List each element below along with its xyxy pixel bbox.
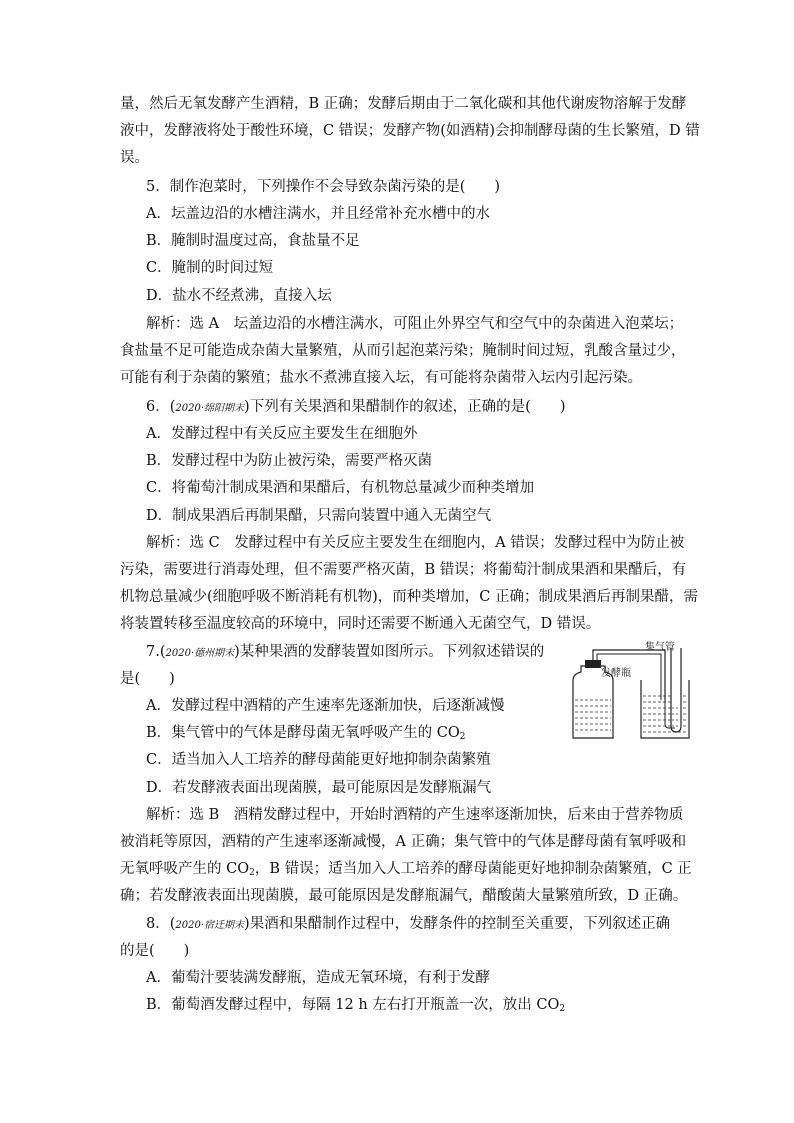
question-6-option-c: C．将葡萄汁制成果酒和果醋后，有机物总量减少而种类增加 (146, 480, 535, 496)
question-8-option-a: A．葡萄汁要装满发酵瓶，造成无氧环境，有利于发酵 (146, 970, 490, 986)
explanation-7: 无氧呼吸产生的 $CO_2$，B 错误；适当加入人工培养的酵母菌能更好地抑制杂菌繁殖，C 正 (120, 861, 692, 878)
source-tag: 2020·德州期末 (165, 648, 235, 659)
question-5-option-b: B．腌制时温度过高，食盐量不足 (146, 233, 360, 249)
question-7: 7.(2020·德州期末)某种果酒的发酵装置如图所示。下列叙述错误的 (146, 644, 545, 660)
fermentation-apparatus-figure (565, 640, 693, 744)
question-6-option-d: D．制成果酒后再制果醋，只需向装置中通入无菌空气 (146, 508, 492, 524)
question-8-option-b: B．葡萄酒发酵过程中，每隔 12 h 左右打开瓶盖一次，放出 $CO_2$ (146, 997, 566, 1014)
explanation-7: 解析：选 B 酒精发酵过程中，开始时酒精的产生速率逐渐加快，后来由于营养物质 (146, 807, 684, 823)
question-7-option-a: A．发酵过程中酒精的产生速率先逐渐加快，后逐渐减慢 (146, 698, 505, 714)
explanation-7: 确；若发酵液表面出现菌膜，最可能原因是发酵瓶漏气，醋酸菌大量繁殖所致，D 正确。 (120, 888, 688, 904)
text-line: 液中，发酵液将处于酸性环境，C 错误；发酵产物(如酒精)会抑制酵母菌的生长繁殖，D 错 (120, 123, 700, 139)
explanation-6: 污染，需要进行消毒处理，但不需要严格灭菌，B 错误；将葡萄汁制成果酒和果醋后，有 (120, 562, 687, 578)
question-7-option-d: D．若发酵液表面出现菌膜，最可能原因是发酵瓶漏气 (146, 780, 492, 796)
text-line: 量，然后无氧发酵产生酒精，B 正确；发酵后期由于二氧化碳和其他代谢废物溶解于发酵 (120, 96, 687, 112)
question-7-option-b: B．集气管中的气体是酵母菌无氧呼吸产生的 $CO_2$ (146, 725, 466, 742)
bottle-label: 发酵瓶 (601, 668, 631, 679)
question-5: 5．制作泡菜时，下列操作不会导致杂菌污染的是( ) (146, 179, 501, 195)
explanation-6: 解析：选 C 发酵过程中有关反应主要发生在细胞内，A 错误；发酵过程中为防止被 (146, 535, 685, 551)
question-6-option-a: A．发酵过程中有关反应主要发生在细胞外 (146, 426, 418, 442)
explanation-5: 可能有利于杂菌的繁殖；盐水不煮沸直接入坛，有可能将杂菌带入坛内引起污染。 (120, 370, 642, 386)
source-tag: 2020·绵阳期末 (175, 403, 245, 414)
question-8: 8．(2020·宿迁期末)果酒和果醋制作过程中，发酵条件的控制至关重要，下列叙述正确 (146, 916, 671, 932)
question-5-option-d: D．盐水不经煮沸，直接入坛 (146, 288, 332, 304)
question-5-option-a: A．坛盖边沿的水槽注满水，并且经常补充水槽中的水 (146, 206, 490, 222)
explanation-5: 食盐量不足可能造成杂菌大量繁殖，从而引起泡菜污染；腌制时间过短，乳酸含量过少， (120, 343, 686, 359)
text-line: 误。 (120, 150, 149, 166)
explanation-6: 将装置转移至温度较高的环境中，同时还需要不断通入无菌空气，D 错误。 (120, 616, 601, 632)
source-tag: 2020·宿迁期末 (175, 920, 245, 931)
question-6-option-b: B．发酵过程中为防止被污染，需要严格灭菌 (146, 453, 433, 469)
bottle-stopper (585, 660, 601, 668)
explanation-6: 机物总量减少(细胞呼吸不断消耗有机物)，而种类增加，C 正确；制成果酒后再制果醋，需 (120, 589, 699, 605)
question-5-option-c: C．腌制的时间过短 (146, 260, 274, 276)
question-7: 是( ) (120, 671, 175, 687)
fermentation-liquid (575, 700, 611, 730)
apparatus-drawing (565, 640, 693, 744)
question-6: 6．(2020·绵阳期末)下列有关果酒和果醋制作的叙述，正确的是( ) (146, 399, 566, 415)
gas-collecting-tube (671, 648, 681, 732)
question-8: 的是( ) (120, 943, 190, 959)
question-7-option-c: C．适当加入人工培养的酵母菌能更好地抑制杂菌繁殖 (146, 752, 491, 768)
explanation-7: 被消耗等原因，酒精的产生速率逐渐减慢，A 正确；集气管中的气体是酵母菌有氧呼吸和 (120, 834, 687, 850)
explanation-5: 解析：选 A 坛盖边沿的水槽注满水，可阻止外界空气和空气中的杂菌进入泡菜坛； (146, 316, 684, 332)
tube-label: 集气管 (645, 642, 675, 653)
